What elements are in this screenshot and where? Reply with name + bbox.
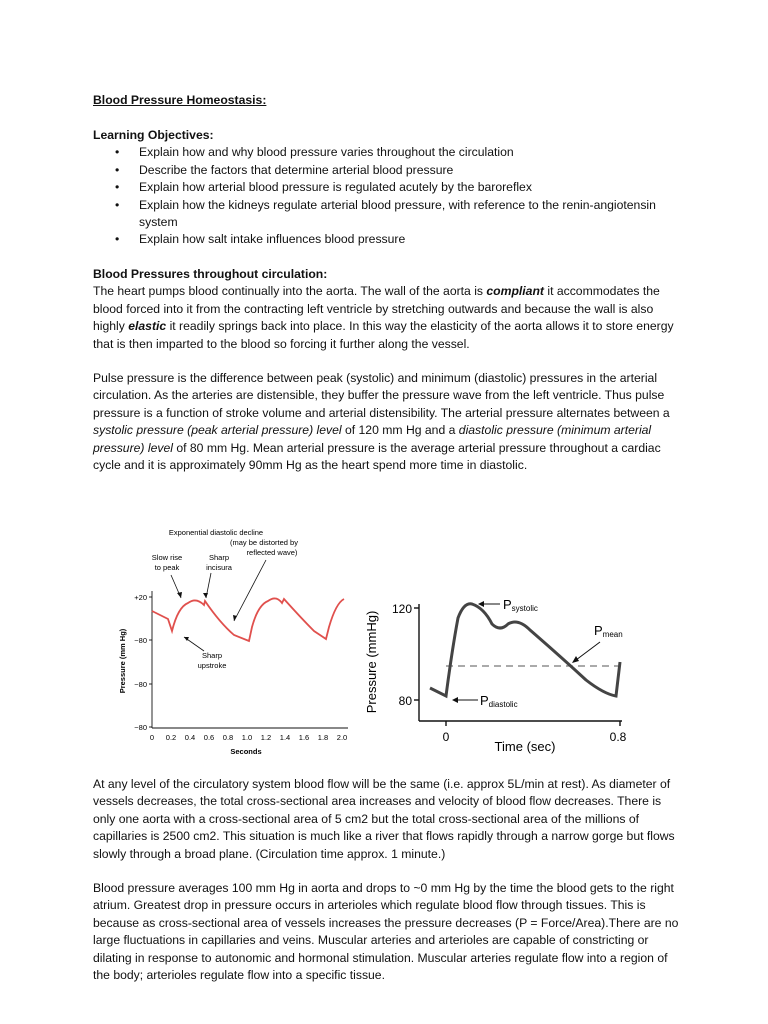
paragraph-aorta: The heart pumps blood continually into the aorta. The wall of the aorta is compliant it accommodates the blood forced into it from the contracting left ventricle by stretching outwards and because the wall is also highly elastic it readily springs back into place. In this way the elasticity of the aorta allows it to store energy that is then imparted to the blood so forcing it further along the vessel.: [93, 284, 674, 351]
objectives-heading: Learning Objectives:: [93, 128, 214, 142]
y-tick-label: +20: [134, 593, 147, 602]
paragraph-blood-flow: At any level of the circulatory system blood flow will be the same (i.e. approx 5L/min at rest). As diameter of vessels decreases, the total cross-sectional area increases and velocity of blood flow decreases. There is only one aorta with a cross-sectional area of 5 cm2 but the total cross-sectional area of the millions of capillaries is 2500 cm2. This situation is much like a river that flows rapidly through a narrow gorge but flows slowly through a broad plane. (Circulation time approx. 1 minute.): [93, 777, 675, 861]
annotation-sharp: Sharp: [208, 553, 230, 562]
y-tick-label: −80: [134, 723, 147, 732]
x-tick-label: 0.2: [165, 733, 177, 742]
x-tick-label: 0.6: [203, 733, 215, 742]
x-tick-label: 1.6: [298, 733, 310, 742]
page-title: Blood Pressure Homeostasis:: [93, 93, 267, 107]
objectives-list: [93, 144, 683, 248]
y-axis-label: Pressure (mm Hg): [118, 628, 127, 694]
y-axis-label: Pressure (mmHg): [364, 610, 379, 714]
annotation-slow2: to peak: [154, 563, 180, 572]
x-tick-label: 1.2: [260, 733, 272, 742]
x-tick-label: 1.4: [279, 733, 291, 742]
x-tick-label: 0.8: [609, 730, 627, 744]
x-tick-label: 0.4: [184, 733, 196, 742]
learning-objectives: [93, 127, 683, 249]
annotation-exp3: reflected wave): [246, 548, 298, 557]
x-tick-label: 0: [442, 730, 450, 744]
annotation-up: Sharp: [201, 651, 223, 660]
annotation-exp: Exponential diastolic decline: [168, 528, 264, 537]
p-mean-label: Pmean: [594, 623, 623, 639]
y-tick-label: 120: [391, 602, 412, 616]
objective-item: • Explain how arterial blood pressure is regulated acutely by the baroreflex: [93, 179, 683, 196]
p-systolic-label: Psystolic: [503, 597, 538, 613]
x-axis-label: Seconds: [230, 747, 262, 756]
objective-item: • Explain how the kidneys regulate arterial blood pressure, with reference to the renin-angiotensin system: [93, 197, 683, 232]
objective-item: • Explain how salt intake influences blood pressure: [93, 231, 683, 248]
annotation-exp2: (may be distorted by: [230, 538, 298, 547]
paragraph-pulse-pressure: Pulse pressure is the difference between peak (systolic) and minimum (diastolic) pressures in the arterial circulation. As the arteries are distensible, they buffer the pressure wave from the left ventricle. Thus pulse pressure is a function of stroke volume and arterial distensibility. The arterial pressure alternates between a systolic pressure (peak arterial pressure) level of 120 mm Hg and a diastolic pressure (minimum arterial pressure) level of 80 mm Hg. Mean arterial pressure is the average arterial pressure throughout a cardiac cycle and it is approximately 90mm Hg as the heart spend more time in diastolic.: [93, 371, 670, 473]
objective-item: • Describe the factors that determine arterial blood pressure: [93, 162, 683, 179]
annotation-up2: upstroke: [197, 661, 227, 670]
arterial-pressure-figure: [116, 523, 356, 763]
annotation-sharp2: incisura: [206, 563, 232, 572]
paragraph-pressure-drop: Blood pressure averages 100 mm Hg in aorta and drops to ~0 mm Hg by the time the blood gets to the right atrium. Greatest drop in pressure occurs in arterioles which regulate blood flow through tissues. This is because as cross-sectional area of vessels increases the pressure decreases (P = Force/Area).There are no large fluctuations in capillaries and veins. Muscular arteries and arterioles are capable of constricting or dilating in response to autonomic and hormonal stimulation. Muscular arteries regulate flow into a region of the body; arterioles regulate flow into a specific tissue.: [93, 881, 679, 983]
y-tick-label: 80: [398, 694, 412, 708]
objective-item: • Explain how and why blood pressure varies throughout the circulation: [93, 144, 683, 161]
pressure-cycle-figure: [360, 590, 642, 754]
x-tick-label: 1.8: [317, 733, 329, 742]
annotation-slow: Slow rise: [151, 553, 183, 562]
x-tick-label: 1.0: [241, 733, 253, 742]
x-axis-label: Time (sec): [494, 739, 556, 754]
x-tick-label: 0.8: [222, 733, 234, 742]
section-blood-pressures: [93, 266, 683, 474]
x-tick-label: 0: [149, 733, 155, 742]
section-heading: Blood Pressures throughout circulation:: [93, 267, 328, 281]
p-diastolic-label: Pdiastolic: [480, 693, 518, 709]
x-tick-label: 2.0: [336, 733, 348, 742]
y-tick-label: −80: [134, 636, 147, 645]
y-tick-label: −80: [134, 680, 147, 689]
